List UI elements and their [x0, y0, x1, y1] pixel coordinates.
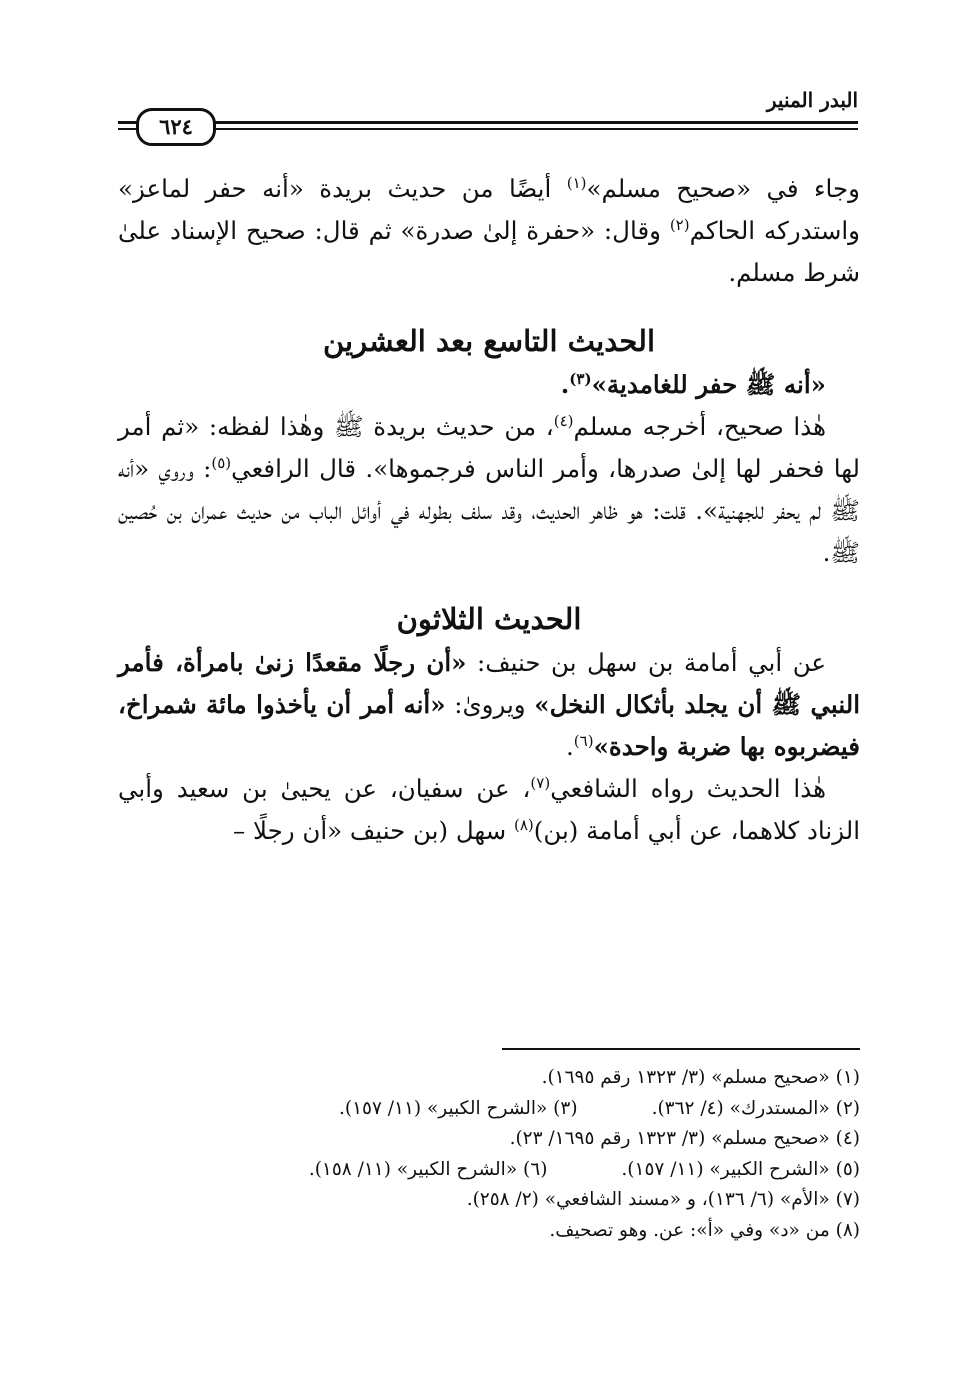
footnote-ref: (٨) — [514, 815, 534, 834]
page-number: ٦٢٤ — [136, 108, 216, 146]
paragraph-2: هٰذا صحيح، أخرجه مسلم$^{(٤)}$، من حديث بريدة ﷺ وهٰذا لفظه: «ثم أمر لها فحفر لها إلىٰ صدرها، وأمر الناس فرجموها». قال الرافعي$^{(٥)}$: وروي «أنه ﷺ لم يحفر للجهنية». قلت: هو ظاهر الحديث، وقد سلف بطوله في أوائل الباب من حديث عمران بن حُصين ﷺ. — [118, 411, 860, 567]
main-text — [118, 168, 860, 852]
hadith-quote-1: «أنه ﷺ حفر للغامدية»$^{(٣)}$. — [560, 369, 826, 399]
footnote-ref: (٢) — [669, 215, 690, 234]
footnote-ref: (٣) — [569, 369, 592, 388]
footnote-ref: (٥) — [211, 453, 232, 472]
footnote-2: (٢) «المستدرك» (٤/ ٣٦٢). — [651, 1097, 860, 1119]
footnote-1: (١) «صحيح مسلم» (٣/ ١٣٢٣ رقم ١٦٩٥). — [541, 1067, 860, 1088]
footnote-3: (٣) «الشرح الكبير» (١١/ ١٥٧). — [338, 1097, 578, 1119]
footnote-ref: (١) — [566, 173, 587, 192]
footnote-4: (٤) «صحيح مسلم» (٣/ ١٣٢٣ رقم ١٦٩٥/ ٢٣). — [509, 1128, 860, 1149]
footnote-8: (٨) من «د» وفي «أ»: عن. وهو تصحيف. — [549, 1219, 860, 1241]
footnote-row — [118, 1094, 860, 1125]
footnote-ref: (٤) — [553, 411, 574, 430]
header-rule — [118, 121, 858, 124]
header-rule-thin — [118, 128, 858, 130]
footnote-row — [118, 1155, 860, 1186]
footnote-6: (٦) «الشرح الكبير» (١١/ ١٥٨). — [308, 1158, 548, 1180]
footnote-ref: (٧) — [530, 773, 551, 792]
running-title: البدر المنير — [766, 88, 858, 112]
section-heading-30: الحديث الثلاثون — [396, 602, 582, 636]
paragraph-3: عن أبي أمامة بن سهل بن حنيف: «أن رجلًا مقعدًا زنىٰ بامرأة، فأمر النبي ﷺ أن يجلد بأثكال النخل» ويروىٰ: «أنه أمر أن يأخذوا مائة شمراخ، فيضربوه بها ضربة واحدة»$^{(٦)}$. — [118, 648, 860, 761]
paragraph-4: هٰذا الحديث رواه الشافعي$^{(٧)}$، عن سفيان، عن يحيىٰ بن سعيد وأبي الزناد كلاهما، عن أبي أمامة (بن)$^{(٨)}$ سهل (بن حنيف «أن رجلًا – — [118, 773, 860, 845]
footnotes — [118, 1063, 860, 1246]
footnote-5: (٥) «الشرح الكبير» (١١/ ١٥٧). — [621, 1158, 860, 1180]
section-heading-29: الحديث التاسع بعد العشرين — [322, 324, 656, 358]
paragraph-1: وجاء في «صحيح مسلم»$^{(١)}$ أيضًا من حديث بريدة «أنه حفر لماعز» واستدركه الحاكم$^{(٢)}$ وقال: «حفرة إلىٰ صدرة» ثم قال: صحيح الإسناد علىٰ شرط مسلم. — [118, 173, 860, 287]
footnote-ref: (٦) — [573, 731, 594, 750]
footnote-separator — [502, 1048, 860, 1050]
footnote-7: (٧) «الأم» (٦/ ١٣٦)، و «مسند الشافعي» (٢/ ٢٥٨). — [466, 1189, 860, 1210]
running-header — [118, 88, 858, 148]
